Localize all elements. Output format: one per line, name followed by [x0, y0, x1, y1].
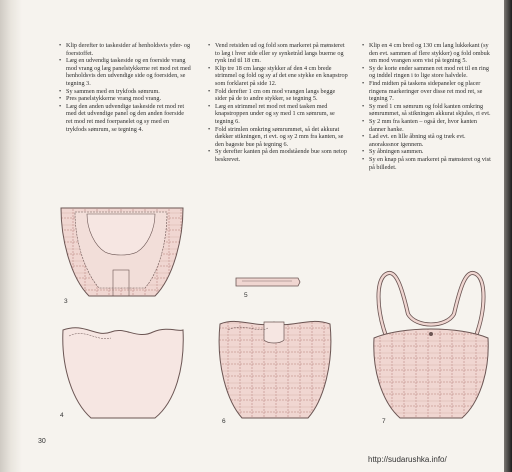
instruction-item: • Sy sammen med en trykfods sømrum.	[59, 88, 191, 96]
instruction-item: • Sy åbningen sammen.	[362, 148, 492, 156]
instruction-item: • Sy de korte ender sammen ret mod ret til en ring og inddel ringen i to lige store halvdele.	[362, 65, 492, 80]
instruction-item: • Sy 2 mm fra kanten – også der, hvor kanten danner hanke.	[362, 118, 492, 133]
instruction-item: • Klip derefter to taskesider af henholdsvis yder- og foerstoffet.	[59, 42, 191, 57]
instruction-item: • Pres panelstykkerne vrang mod vrang.	[59, 95, 191, 103]
figure-label-3: 3	[64, 298, 68, 305]
instruction-item: • Fold derefter 1 cm om mod vrangen langs begge sider på de to andre stykker, se tegning 5.	[208, 88, 348, 103]
figure-7-drawing	[362, 268, 500, 428]
figure-label-4: 4	[60, 412, 64, 419]
page-edge	[0, 0, 22, 472]
text-column-2	[208, 42, 348, 164]
page-number: 30	[38, 438, 46, 445]
instruction-item: • Vend retsiden ud og fold som markeret på mønsteret to læg i hver side eller sy synketråd langs buerne og rynk ind til 18 cm.	[208, 42, 348, 65]
instruction-item: • Lad evt. en lille åbning stå og træk evt. anorakssnor igennem.	[362, 133, 492, 148]
instruction-item: • Sy derefter kanten på den modstående bue som netop beskrevet.	[208, 148, 348, 163]
figure-label-6: 6	[222, 418, 226, 425]
instruction-item: • Find midten på taskens sidepaneler og placer ringens markeringer over disse ret mod ret, se tegning 7.	[362, 80, 492, 103]
instruction-item: • Klip tre 18 cm lange stykker af den 4 cm brede strimmel og fold og sy af det ene stykke en knapstrop som forklaret på side 12.	[208, 65, 348, 88]
figure-5-drawing	[232, 272, 304, 294]
figure-3-drawing	[55, 200, 190, 310]
book-spine	[504, 0, 512, 472]
text-column-1	[59, 42, 191, 133]
watermark-url: http://sudarushka.info/	[368, 455, 447, 464]
instruction-item: • Læg en udvendig taskeside og en foerside vrang mod vrang og læg panelstykkerne ret mod ret med henholdsvis den udvendige side og foersiden, se tegning 3.	[59, 57, 191, 87]
instruction-item: • Sy en knap på som markeret på mønsteret og vist på billedet.	[362, 156, 492, 171]
instruction-item: • Sy med 1 cm sømrum og fold kanten omkring sømrummet, så stikningen akkurat skjules, ri evt.	[362, 103, 492, 118]
figure-label-7: 7	[382, 418, 386, 425]
instruction-item: • Læg den anden udvendige taskeside ret mod ret med det udvendige panel og den anden foerside ret mod ret med foerpanelet og sy med en trykfods sømrum, se tegning 4.	[59, 103, 191, 133]
text-column-3	[362, 42, 492, 171]
instruction-item: • Klip en 4 cm bred og 130 cm lang lukkekant (sy den evt. sammen af flere stykker) og fold ombuk om mod vrangen som vist på tegning 5.	[362, 42, 492, 65]
figure-6-drawing	[210, 310, 340, 430]
figure-label-5: 5	[244, 292, 248, 299]
instruction-item: • Læg en strimmel ret mod ret med tasken med knapstroppen under og sy med 1 cm sømrum, se tegning 6.	[208, 103, 348, 126]
instruction-item: • Fold strimlen omkring sømrummet, så det akkurat dækker stikningen, ri evt. og sy 2 mm fra kanten, se den bageste bue på tegning 6.	[208, 126, 348, 149]
figure-4-drawing	[55, 318, 190, 428]
